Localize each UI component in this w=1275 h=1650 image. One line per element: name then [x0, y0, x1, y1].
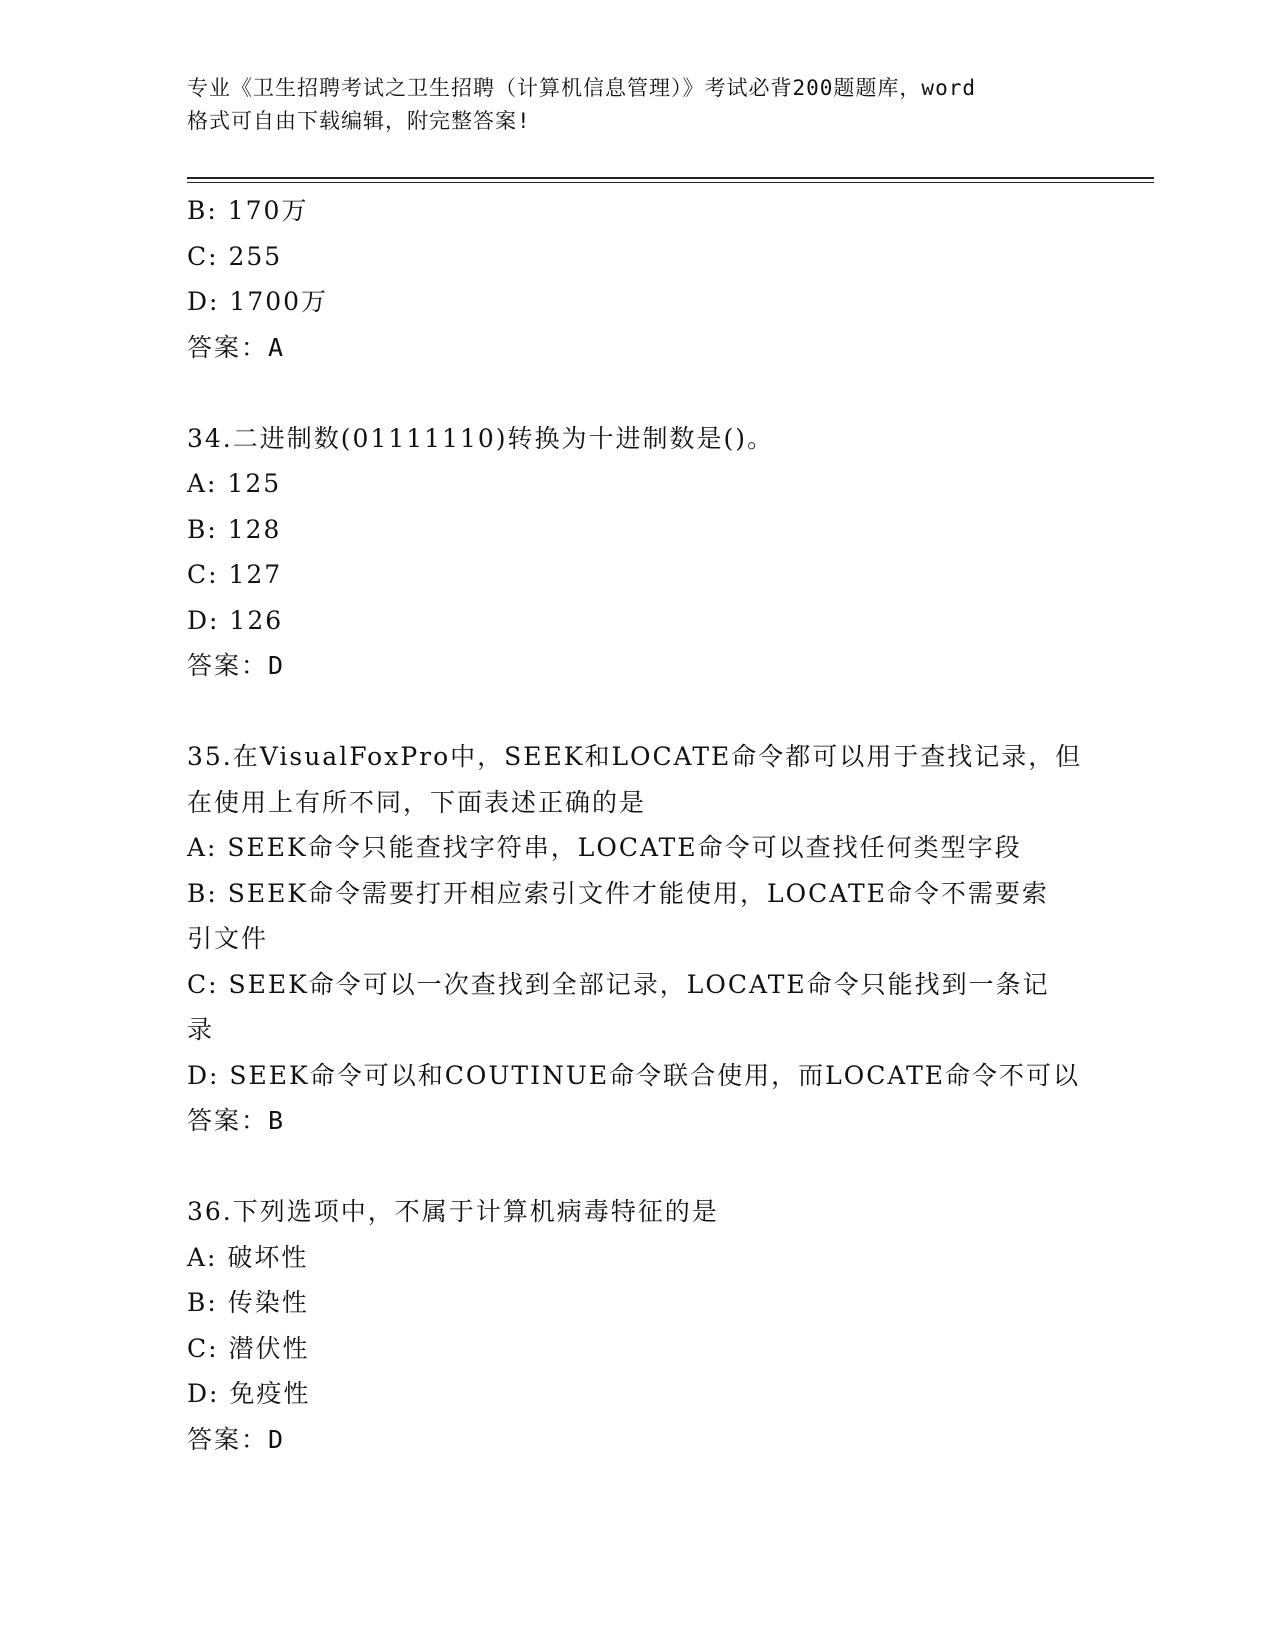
option-b: B: SEEK命令需要打开相应索引文件才能使用，LOCATE命令不需要索 — [187, 878, 1049, 908]
option-c: C: 潜伏性 — [187, 1333, 310, 1363]
question-35-block — [187, 734, 1087, 1144]
option-d: D: SEEK命令可以和COUTINUE命令联合使用，而LOCATE命令不可以 — [187, 1060, 1080, 1090]
header-divider-thin — [187, 182, 1154, 183]
option-c-continued: 录 — [187, 1015, 215, 1044]
option-c: C: 127 — [187, 560, 283, 589]
option-c: C: SEEK命令可以一次查找到全部记录，LOCATE命令只能找到一条记 — [187, 969, 1050, 999]
answer-label: 答案：B — [187, 1106, 286, 1135]
header-line-1: 专业《卫生招聘考试之卫生招聘（计算机信息管理）》考试必背200题题库，word — [187, 76, 976, 100]
question-33-block — [187, 188, 1087, 370]
question-text: 36.下列选项中，不属于计算机病毒特征的是 — [187, 1197, 719, 1226]
spacer — [187, 689, 1087, 735]
option-b: B: 170万 — [187, 196, 309, 225]
document-header — [187, 72, 1087, 138]
answer-label: 答案：D — [187, 651, 286, 680]
question-36-block — [187, 1189, 1087, 1462]
option-d: D: 126 — [187, 605, 284, 635]
spacer — [187, 1144, 1087, 1190]
question-34-block — [187, 416, 1087, 689]
question-list — [187, 188, 1087, 1462]
option-a: A: 125 — [187, 469, 282, 498]
header-divider-thick — [187, 177, 1154, 179]
option-b: B: 128 — [187, 514, 282, 544]
question-text-line-1: 35.在VisualFoxPro中，SEEK和LOCATE命令都可以用于查找记录，但 — [187, 742, 1083, 771]
option-c: C: 255 — [187, 241, 283, 271]
question-text-line-2: 在使用上有所不同，下面表述正确的是 — [187, 787, 647, 817]
option-b-continued: 引文件 — [187, 924, 269, 953]
header-line-2: 格式可自由下载编辑，附完整答案! — [187, 109, 531, 133]
option-d: D: 1700万 — [187, 287, 329, 316]
answer-label: 答案：D — [187, 1424, 286, 1454]
option-a: A: 破坏性 — [187, 1242, 309, 1272]
answer-label: 答案：A — [187, 332, 286, 362]
option-a: A: SEEK命令只能查找字符串，LOCATE命令可以查找任何类型字段 — [187, 833, 1022, 862]
option-b: B: 传染性 — [187, 1288, 309, 1317]
option-d: D: 免疫性 — [187, 1379, 311, 1408]
question-text: 34.二进制数(01111110)转换为十进制数是()。 — [187, 423, 775, 453]
spacer — [187, 370, 1087, 416]
